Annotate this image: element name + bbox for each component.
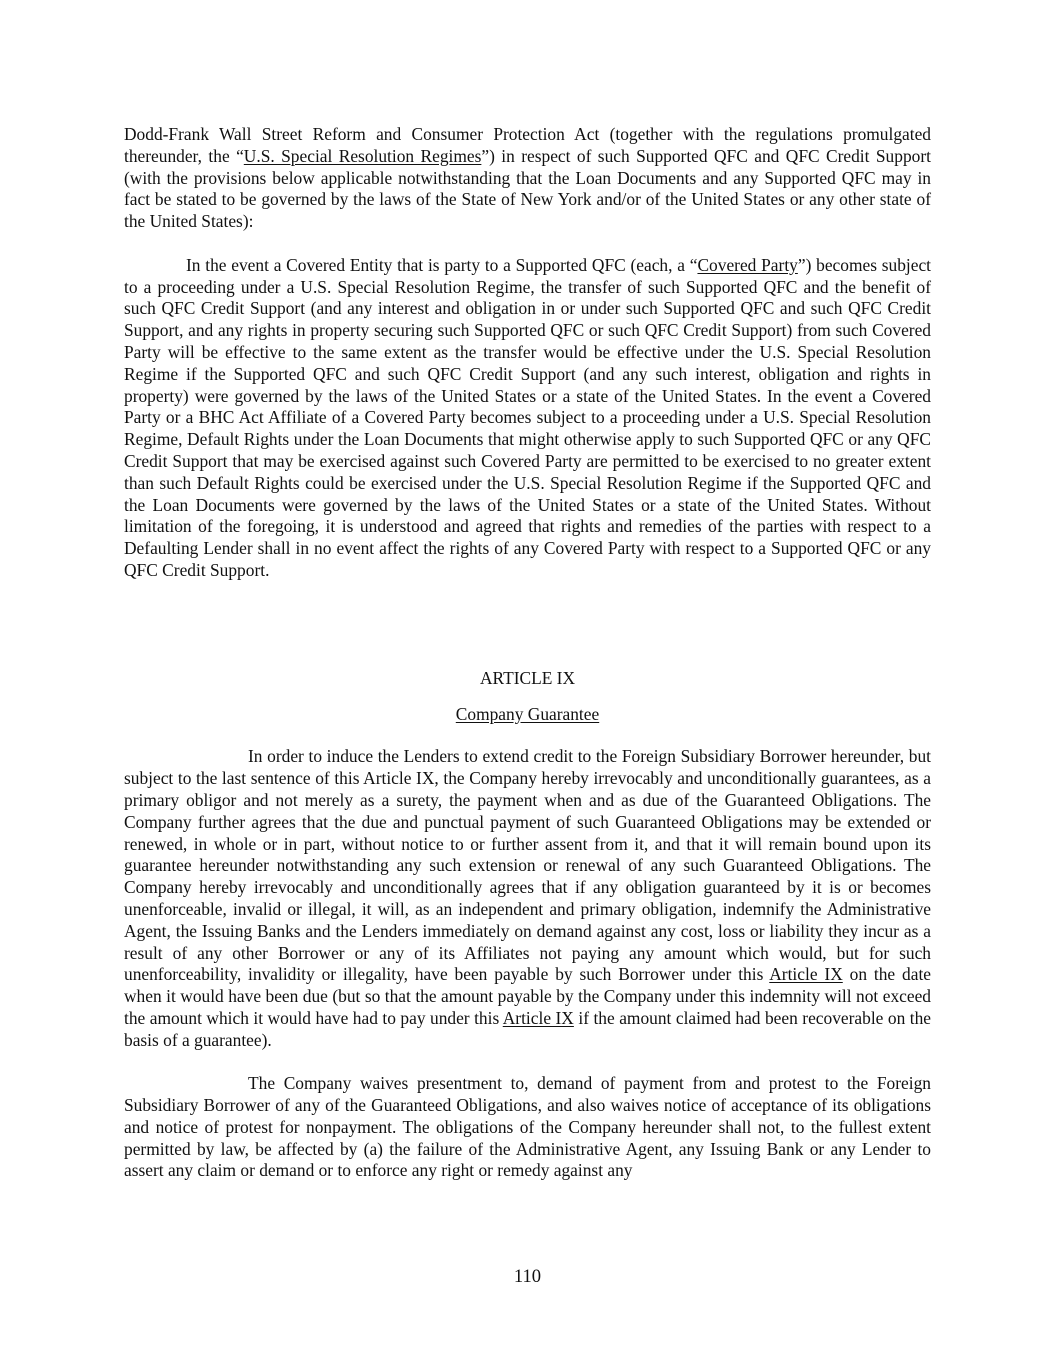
page-number: 110 xyxy=(513,1266,542,1287)
paragraph-guarantee-1 xyxy=(124,746,931,1051)
cross-reference-article-ix: Article IX xyxy=(769,964,843,985)
document-page xyxy=(124,124,931,1182)
text-span: In order to induce the Lenders to extend credit to the Foreign Subsidiary Borrower hereunder, but subject to the last sentence of this Article IX, the Company hereby irrevocably and unconditionally guarantees, as a primary obligor and not merely as a surety, the payment when and as due of the Guaranteed Obligations. The Company further agrees that the due and punctual payment of such Guaranteed Obligations may be extended or renewed, in whole or in part, without notice to or further assent from it, and that it will remain bound upon its guarantee hereunder notwithstanding any such extension or renewal of any such Guaranteed Obligations. The Company hereby irrevocably and unconditionally agrees that if any obligation guaranteed by it is or becomes unenforceable, invalid or illegal, it will, as an independent and primary obligation, indemnify the Administrative Agent, the Issuing Banks and the Lenders immediately on demand against any cost, loss or liability they incur as a result of any other Borrower or any of its Affiliates not paying any amount which would, but for such unenforceability, invalidity or illegality, have been payable by such Borrower under this xyxy=(124,746,931,985)
paragraph-guarantee-2: The Company waives presentment to, demand of payment from and protest to the Foreign Subsidiary Borrower of any of the Guaranteed Obligations, and also waives notice of acceptance of its obligations and notice of protest for nonpayment. The obligations of the Company hereunder shall not, to the fullest extent permitted by law, be affected by (a) the failure of the Administrative Agent, any Issuing Bank or any Lender to assert any claim or demand or to enforce any right or remedy against any xyxy=(124,1073,931,1181)
defined-term-covered-party: Covered Party xyxy=(697,254,798,275)
text-span: on the date when it would have been due (but so that the amount payable by the Company under this indemnity will not exceed the amount which it would have had to pay under this xyxy=(124,964,931,1028)
text-span: if the amount claimed had been recoverable on the basis of a guarantee). xyxy=(124,1007,931,1050)
defined-term-us-special-resolution-regimes: U.S. Special Resolution Regimes xyxy=(243,145,482,166)
paragraph-us-special-resolution-regimes xyxy=(124,124,931,233)
text-span: ”) becomes subject to a proceeding under a U.S. Special Resolution Regime, the transfer of such Supported QFC and the benefit of such QFC Credit Support (and any interest and obligation in or under such Supported QFC and such QFC Credit Support, and any rights in property securing such Supported QFC or such QFC Credit Support) from such Covered Party will be effective to the same extent as the transfer would be effective under the U.S. Special Resolution Regime if the Supported QFC and such QFC Credit Support (and any such interest, obligation and rights in property) were governed by the laws of the United States or a state of the United States. In the event a Covered Party or a BHC Act Affiliate of a Covered Party becomes subject to a proceeding under a U.S. Special Resolution Regime, Default Rights under the Loan Documents that might otherwise apply to such Supported QFC or any QFC Credit Support that may be exercised against such Covered Party are permitted to be exercised to no greater extent than such Default Rights could be exercised under the U.S. Special Resolution Regime if the Supported QFC and the Loan Documents were governed by the laws of the United States or a state of the United States. Without limitation of the foregoing, it is understood and agreed that rights and remedies of the parties with respect to a Defaulting Lender shall in no event affect the rights of any Covered Party with respect to a Supported QFC or any QFC Credit Support. xyxy=(124,254,931,580)
article-title: Company Guarantee xyxy=(455,703,600,724)
text-span: Dodd-Frank Wall Street Reform and Consumer Protection Act (together with the regulations promulgated thereunder, the “ xyxy=(124,124,931,166)
cross-reference-article-ix: Article IX xyxy=(502,1007,574,1028)
text-span: ”) in respect of such Supported QFC and QFC Credit Support (with the provisions below applicable notwithstanding that the Loan Documents and any Supported QFC may in fact be stated to be governed by the laws of the State of New York and/or of the United States or any other state of the United States): xyxy=(124,145,931,232)
paragraph-covered-party xyxy=(124,255,931,582)
article-heading: ARTICLE IX xyxy=(479,667,576,688)
text-span: In the event a Covered Entity that is party to a Supported QFC (each, a “ xyxy=(186,254,698,275)
